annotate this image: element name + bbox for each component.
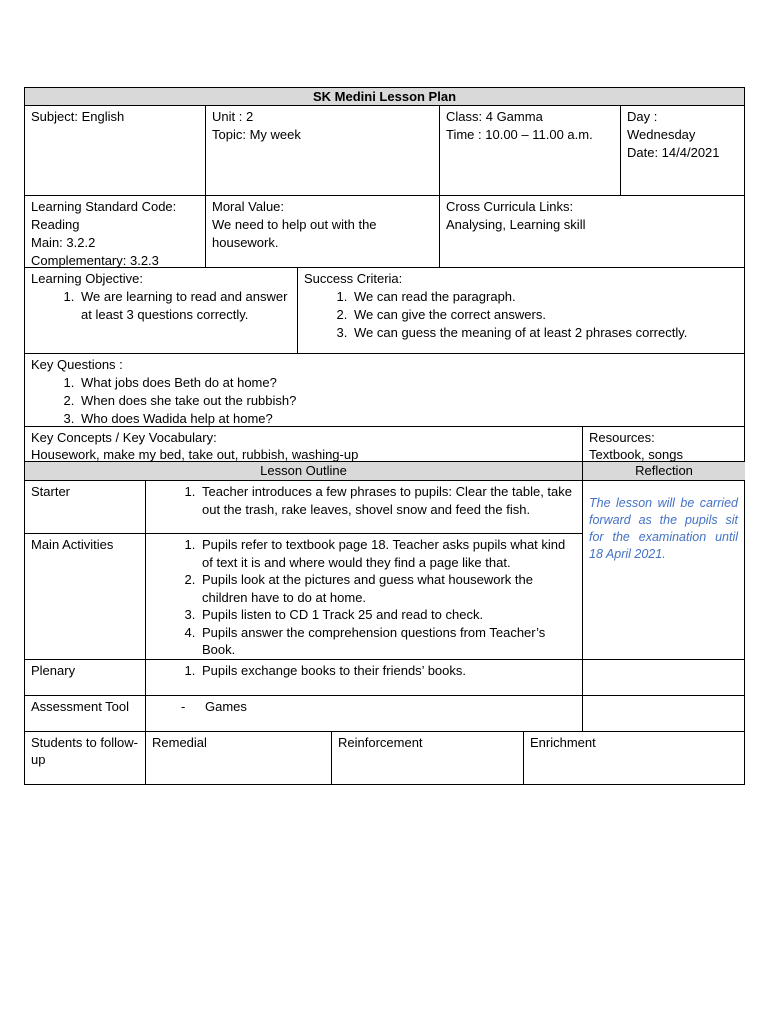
main-activities-content — [146, 534, 582, 659]
success-criteria-cell — [298, 268, 745, 353]
success-criteria-label: Success Criteria: — [304, 271, 403, 286]
key-concepts-text: Housework, make my bed, take out, rubbish, washing-up — [31, 447, 359, 462]
reinforcement-cell: Reinforcement — [332, 732, 524, 784]
main-activities-list — [152, 536, 576, 659]
main-activities-label: Main Activities — [25, 534, 146, 659]
day-value: Wednesday — [627, 127, 696, 142]
reflection-note: The lesson will be carried forward as the pupils sit for the examination until 18 April 2021. — [589, 496, 738, 561]
list-item: 1. Pupils exchange books to their friends’ books. — [199, 662, 576, 680]
starter-row — [25, 481, 583, 534]
list-item: 3. Who does Wadida help at home? — [78, 410, 738, 428]
follow-up-row — [24, 732, 745, 785]
assessment-content — [146, 696, 583, 731]
list-item: 1. Pupils refer to textbook page 18. Teacher asks pupils what kind of text it is and where would they find a page like that. — [199, 536, 576, 571]
page-title: SK Medini Lesson Plan — [25, 88, 744, 105]
lesson-plan-table — [24, 87, 745, 785]
cross-curricula-label: Cross Curricula Links: — [446, 199, 574, 214]
objectives-row — [24, 268, 745, 354]
cross-curricula-cell — [440, 196, 745, 267]
cross-curricula-text: Analysing, Learning skill — [446, 217, 586, 232]
resources-text: Textbook, songs — [589, 447, 683, 462]
date: Date: 14/4/2021 — [627, 145, 720, 160]
list-item: 1. We can read the paragraph. — [351, 288, 739, 306]
learning-objective-cell — [25, 268, 298, 353]
resources-cell — [583, 427, 745, 461]
skill: Reading — [31, 217, 80, 232]
list-item: 3. Pupils listen to CD 1 Track 25 and read to check. — [199, 606, 576, 624]
plenary-reflection — [583, 660, 745, 695]
list-item: 2. We can give the correct answers. — [351, 306, 739, 324]
moral-value-text: We need to help out with the housework. — [212, 217, 377, 250]
key-questions-list — [31, 374, 738, 428]
learning-objective-label: Learning Objective: — [31, 271, 144, 286]
complementary-standard: Complementary: 3.2.3 — [31, 253, 159, 268]
key-concepts-cell — [25, 427, 583, 461]
list-item: 1. Teacher introduces a few phrases to pupils: Clear the table, take out the trash, rake leaves, shovel snow and feed the fish. — [199, 483, 576, 518]
standards-row — [24, 196, 745, 268]
main-activities-row — [25, 534, 583, 659]
list-item: 4. Pupils answer the comprehension questions from Teacher’s Book. — [199, 624, 576, 659]
assessment-label: Assessment Tool — [25, 696, 146, 731]
key-questions-cell — [25, 354, 744, 426]
learning-objective-list — [31, 288, 291, 324]
remedial-cell: Remedial — [146, 732, 332, 784]
starter-list — [152, 483, 576, 518]
outline-body — [24, 481, 745, 660]
starter-content — [146, 481, 582, 533]
key-concepts-label: Key Concepts / Key Vocabulary: — [31, 430, 217, 445]
subject: Subject: English — [31, 109, 125, 124]
header-row — [24, 106, 745, 196]
key-questions-row — [24, 354, 745, 427]
list-item: 1. We are learning to read and answer at least 3 questions correctly. — [78, 288, 291, 324]
moral-value-label: Moral Value: — [212, 199, 285, 214]
assessment-reflection — [583, 696, 745, 731]
unit: Unit : 2 — [212, 109, 254, 124]
plenary-list — [152, 662, 576, 680]
plenary-row — [24, 660, 745, 696]
list-item: 3. We can guess the meaning of at least 2 phrases correctly. — [351, 324, 739, 342]
lesson-outline-header: Lesson Outline — [25, 462, 583, 480]
reflection-header: Reflection — [583, 462, 745, 480]
key-questions-label: Key Questions : — [31, 357, 123, 372]
time: Time : 10.00 – 11.00 a.m. — [446, 127, 593, 142]
list-item: 2. Pupils look at the pictures and guess what housework the children have to do at home. — [199, 571, 576, 606]
subject-cell — [25, 106, 206, 195]
day-cell — [621, 106, 745, 195]
topic: Topic: My week — [212, 127, 301, 142]
starter-label: Starter — [25, 481, 146, 533]
day-label: Day : — [627, 109, 658, 124]
class-name: Class: 4 Gamma — [446, 109, 543, 124]
list-item: 1. What jobs does Beth do at home? — [78, 374, 738, 392]
follow-up-label: Students to follow-up — [25, 732, 146, 784]
plenary-content — [146, 660, 583, 695]
learning-standard-label: Learning Standard Code: — [31, 199, 177, 214]
title-row — [24, 87, 745, 106]
unit-cell — [206, 106, 440, 195]
learning-standard-cell — [25, 196, 206, 267]
resources-label: Resources: — [589, 430, 655, 445]
list-item: 2. When does she take out the rubbish? — [78, 392, 738, 410]
class-cell — [440, 106, 621, 195]
assessment-list — [152, 698, 576, 716]
outline-header-row — [24, 462, 745, 481]
list-item: - Games — [175, 698, 576, 716]
enrichment-cell: Enrichment — [530, 735, 596, 750]
success-criteria-list — [304, 288, 739, 342]
assessment-row — [24, 696, 745, 732]
main-standard: Main: 3.2.2 — [31, 235, 96, 250]
plenary-label: Plenary — [25, 660, 146, 695]
moral-value-cell — [206, 196, 440, 267]
concepts-row — [24, 427, 745, 462]
reflection-cell — [583, 481, 744, 659]
